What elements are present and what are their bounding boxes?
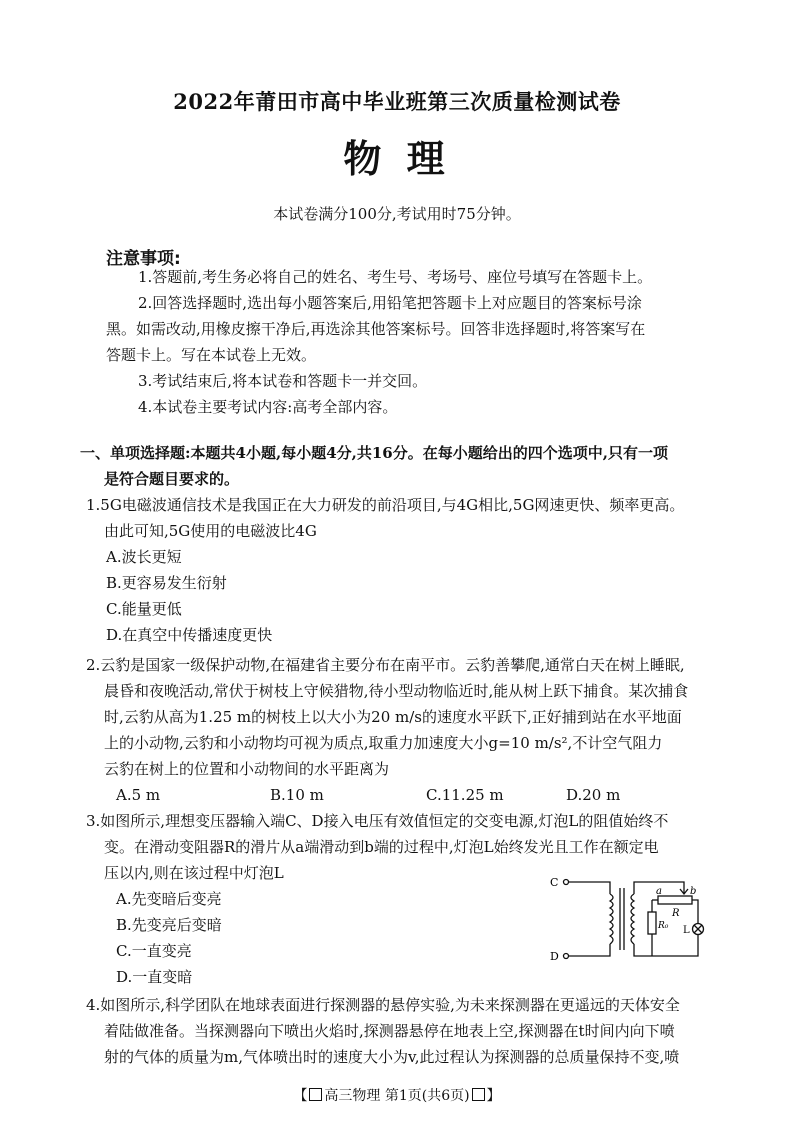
q2-option-d: D.20 m bbox=[566, 786, 621, 804]
q4-stem: 着陆做准备。当探测器向下喷出火焰时,探测器悬停在地表上空,探测器在t时间内向下喷 bbox=[104, 1022, 675, 1040]
q3-stem: 变。在滑动变阻器R的滑片从a端滑动到b端的过程中,灯泡L始终发光且工作在额定电 bbox=[104, 838, 659, 856]
resistor-r0-label: R₀ bbox=[658, 921, 669, 931]
subject-title: 物 理 bbox=[343, 136, 451, 181]
q1-option-c: C.能量更低 bbox=[106, 600, 182, 618]
footer-text: 高三物理 第1页(共6页) bbox=[324, 1088, 470, 1104]
q1-option-d: D.在真空中传播速度更快 bbox=[106, 626, 273, 644]
note-item: 黑。如需改动,用橡皮擦干净后,再选涂其他答案标号。回答非选择题时,将答案写在 bbox=[106, 320, 646, 338]
rheostat-r-label: R bbox=[672, 908, 680, 919]
q3-option-a: A.先变暗后变亮 bbox=[116, 890, 222, 908]
footer-right-bracket: 】 bbox=[486, 1088, 501, 1104]
note-item: 2.回答选择题时,选出每小题答案后,用铅笔把答题卡上对应题目的答案标号涂 bbox=[138, 294, 642, 312]
terminal-c-label: C bbox=[550, 876, 559, 889]
footer-box-icon bbox=[472, 1088, 485, 1101]
q1-option-b: B.更容易发生衍射 bbox=[106, 574, 227, 592]
q2-option-a: A.5 m bbox=[116, 786, 161, 804]
q3-stem: 压以内,则在该过程中灯泡L bbox=[104, 864, 284, 882]
score-line: 本试卷满分100分,考试用时75分钟。 bbox=[273, 205, 521, 223]
note-item: 答题卡上。写在本试卷上无效。 bbox=[106, 346, 317, 364]
q2-option-b: B.10 m bbox=[270, 786, 324, 804]
q3-option-d: D.一直变暗 bbox=[116, 968, 193, 986]
q1-stem: 1.5G电磁波通信技术是我国正在大力研发的前沿项目,与4G相比,5G网速更快、频率更高。 bbox=[86, 496, 685, 514]
q2-stem: 晨昏和夜晚活动,常伏于树枝上守候猎物,待小型动物临近时,能从树上跃下捕食。某次捕食 bbox=[104, 682, 689, 700]
exam-title: 2022年莆田市高中毕业班第三次质量检测试卷 bbox=[173, 89, 621, 114]
note-item: 3.考试结束后,将本试卷和答题卡一并交回。 bbox=[138, 372, 428, 390]
note-item: 4.本试卷主要考试内容:高考全部内容。 bbox=[138, 398, 398, 416]
note-item: 1.答题前,考生务必将自己的姓名、考生号、考场号、座位号填写在答题卡上。 bbox=[138, 268, 653, 286]
section-heading-cont: 是符合题目要求的。 bbox=[104, 470, 240, 488]
q3-stem: 3.如图所示,理想变压器输入端C、D接入电压有效值恒定的交变电源,灯泡L的阻值始终不 bbox=[86, 812, 669, 830]
q2-stem: 时,云豹从高为1.25 m的树枝上以大小为20 m/s的速度水平跃下,正好捕到站在水平地面 bbox=[104, 708, 682, 726]
q1-stem: 由此可知,5G使用的电磁波比4G bbox=[104, 522, 317, 540]
footer-left-bracket: 【 bbox=[293, 1088, 308, 1104]
q2-stem: 云豹在树上的位置和小动物间的水平距离为 bbox=[104, 760, 390, 778]
notes-title: 注意事项: bbox=[106, 249, 181, 269]
terminal-d-label: D bbox=[550, 950, 559, 963]
transformer-circuit-diagram bbox=[548, 872, 718, 968]
q4-stem: 4.如图所示,科学团队在地球表面进行探测器的悬停实验,为未来探测器在更遥远的天体安全 bbox=[86, 996, 680, 1014]
q4-stem: 射的气体的质量为m,气体喷出时的速度大小为v,此过程认为探测器的总质量保持不变,喷 bbox=[104, 1048, 680, 1066]
q3-option-c: C.一直变亮 bbox=[116, 942, 192, 960]
page-footer bbox=[0, 1085, 794, 1105]
slider-end-b-label: b bbox=[690, 886, 697, 897]
lamp-l-label: L bbox=[683, 925, 690, 936]
q2-option-c: C.11.25 m bbox=[426, 786, 504, 804]
q3-option-b: B.先变亮后变暗 bbox=[116, 916, 222, 934]
q2-stem: 2.云豹是国家一级保护动物,在福建省主要分布在南平市。云豹善攀爬,通常白天在树上睡眠, bbox=[86, 656, 685, 674]
section-heading: 一、单项选择题:本题共4小题,每小题4分,共16分。在每小题给出的四个选项中,只有一项 bbox=[80, 444, 668, 462]
q2-stem: 上的小动物,云豹和小动物均可视为质点,取重力加速度大小g=10 m/s²,不计空气阻力 bbox=[104, 734, 663, 752]
slider-end-a-label: a bbox=[656, 886, 662, 897]
footer-box-icon bbox=[309, 1088, 322, 1101]
q1-option-a: A.波长更短 bbox=[106, 548, 182, 566]
